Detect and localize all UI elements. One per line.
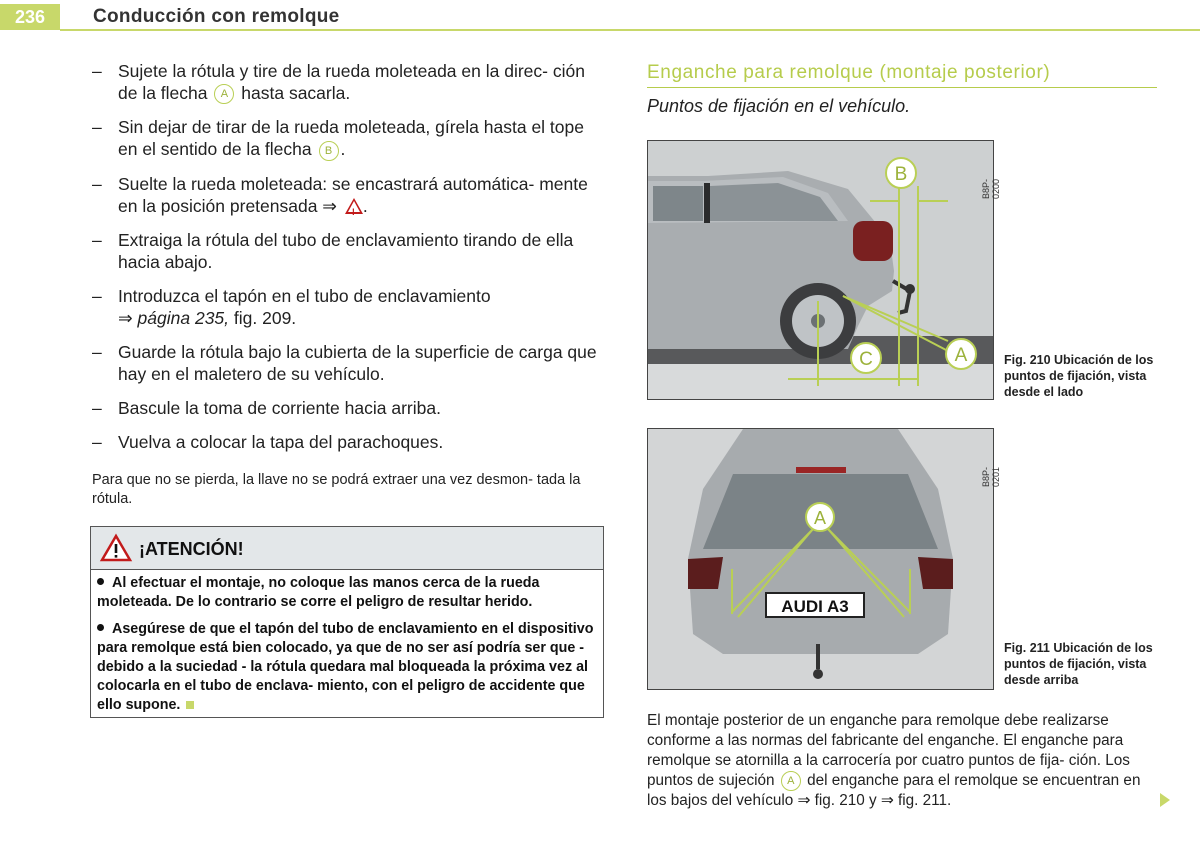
end-square-icon <box>186 701 194 709</box>
warning-body <box>91 570 603 715</box>
step-text: Sin dejar de tirar de la rueda moleteada, gírela hasta el tope en el sentido de la flecha <box>118 117 584 160</box>
step-text: Bascule la toma de corriente hacia arriba. <box>118 397 441 418</box>
warning-triangle-icon <box>345 198 363 214</box>
label-c: C <box>859 349 873 370</box>
step-item <box>92 60 604 104</box>
step-item <box>92 229 604 273</box>
label-a: A <box>813 508 827 528</box>
step-text-end: hasta sacarla. <box>241 83 351 103</box>
warning-item: Al efectuar el montaje, no coloque las manos cerca de la rueda moleteada. De lo contrario se corre el peligro de resultar herido. <box>97 575 540 610</box>
figure-caption: Fig. 211 Ubicación de los puntos de fijación, vista desde arriba <box>1004 641 1153 687</box>
step-dash: – <box>92 341 102 362</box>
warning-header <box>91 527 603 570</box>
step-text: Guarde la rótula bajo la cubierta de la superficie de carga que hay en el maletero de su vehículo. <box>118 341 597 384</box>
step-item <box>92 116 604 160</box>
warning-box <box>90 526 604 718</box>
step-dash: – <box>92 285 102 306</box>
step-item <box>92 341 604 385</box>
step-dash: – <box>92 61 102 81</box>
car-rear-illustration <box>648 429 993 689</box>
warning-item: Asegúrese de que el tapón del tubo de enclavamiento en el dispositivo para remolque está bien colocado, ya que de no ser así podría ser que - debido a la suciedad - la rótula quedara mal bloqueada la próxima vez al colocarla en el tubo de enclava- miento, con el peligro de accidente que ello supone. <box>97 621 594 713</box>
step-text-end: . <box>340 139 346 160</box>
section-title: Enganche para remolque (montaje posterior) <box>647 62 1051 83</box>
page-title: Conducción con remolque <box>93 6 340 27</box>
step-text: Extraiga la rótula del tubo de enclavamiento tirando de ella hacia abajo. <box>118 229 574 272</box>
warning-title: ¡ATENCIÓN! <box>139 539 244 559</box>
bullet-icon <box>97 624 104 631</box>
step-text: Vuelva a colocar la tapa del parachoques. <box>118 431 444 452</box>
marker-a-icon: A <box>214 84 234 104</box>
header-rule <box>60 29 1200 31</box>
marker-b-icon: B <box>319 141 339 161</box>
figure-ref[interactable]: fig. 209. <box>233 307 297 328</box>
page-number: 236 <box>0 4 60 30</box>
step-item <box>92 173 604 217</box>
continue-arrow-icon <box>1160 793 1170 807</box>
figure-caption: Fig. 210 Ubicación de los puntos de fijación, vista desde el lado <box>1004 353 1154 399</box>
step-dash: – <box>92 431 102 452</box>
bullet-icon <box>97 578 104 585</box>
figure-code: B8P-0200 <box>981 178 1001 199</box>
step-dash: – <box>92 397 102 418</box>
step-item <box>92 397 604 419</box>
step-item <box>92 285 604 329</box>
warning-triangle-icon <box>101 535 131 561</box>
marker-a-icon: A <box>781 771 801 791</box>
license-plate: AUDI A3 <box>781 597 849 616</box>
section-body: El montaje posterior de un enganche para remolque debe realizarse conforme a las normas del fabricante del enganche. El enganche para remolque se atornilla a la carrocería por cuatro puntos de fija- ción. Los puntos de sujeción A del enganche para el remolque se encuentran en los bajos del vehículo ⇒ fig. 210 y ⇒ fig. 211. <box>647 712 1141 810</box>
figure-code: B8P-0201 <box>981 466 1001 487</box>
figure-top-view <box>647 428 1001 690</box>
step-dash: – <box>92 117 102 138</box>
label-b: B <box>894 164 908 185</box>
page-ref-link[interactable]: página 235, <box>137 307 230 328</box>
section-rule <box>647 87 1157 88</box>
instruction-column <box>92 60 604 509</box>
page-ref-arrow: ⇒ <box>118 307 133 328</box>
car-side-illustration <box>648 141 993 399</box>
step-text: Introduzca el tapón en el tubo de enclavamiento <box>118 285 491 306</box>
step-item <box>92 431 604 453</box>
figure-side-view <box>647 140 1001 400</box>
step-text: Sujete la rótula y tire de la rueda moleteada en la direc- ción de la flecha <box>118 61 585 103</box>
label-a: A <box>954 345 968 366</box>
step-text-end: . <box>362 195 368 216</box>
page-header <box>0 0 1200 32</box>
section-subtitle: Puntos de fijación en el vehículo. <box>647 96 911 116</box>
note-text: Para que no se pierda, la llave no se podrá extraer una vez desmon- tada la rótula. <box>92 471 581 507</box>
step-text: Suelte la rueda moleteada: se encastrará automática- mente en la posición pretensada ⇒ <box>118 173 588 216</box>
step-dash: – <box>92 229 102 250</box>
step-dash: – <box>92 173 102 194</box>
